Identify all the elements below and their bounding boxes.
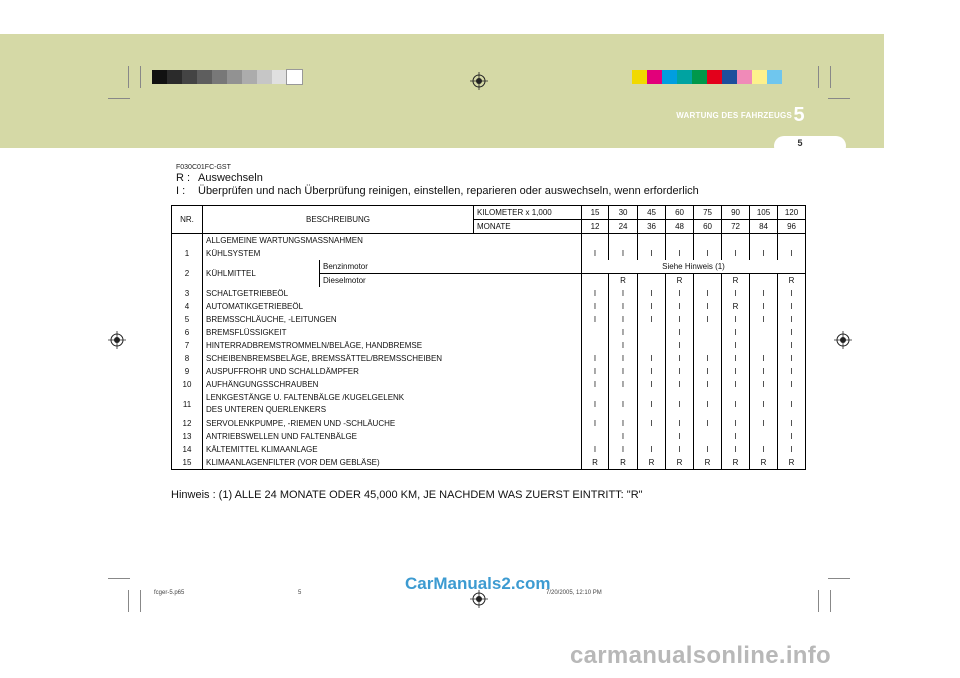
table-row [172, 456, 806, 470]
months-label: MONATE [474, 220, 582, 234]
interval-cell: I [694, 417, 722, 430]
interval-cell [582, 339, 609, 352]
row-description: ANTRIEBSWELLEN UND FALTENBÄLGE [203, 430, 582, 443]
row-description [203, 391, 582, 417]
interval-cell: I [609, 326, 638, 339]
interval-cell [638, 326, 666, 339]
table-row [172, 443, 806, 456]
interval-cell [582, 430, 609, 443]
interval-cell: I [666, 365, 694, 378]
color-swatch [272, 70, 287, 84]
km-label: KILOMETER x 1,000 [474, 206, 582, 220]
color-swatch [692, 70, 707, 84]
coolant-sub-diesel: Dieselmotor [320, 274, 582, 288]
interval-cell: I [666, 326, 694, 339]
interval-cell [750, 430, 778, 443]
row-number: 12 [182, 419, 192, 428]
interval-cell: I [582, 417, 609, 430]
interval-cell: I [666, 417, 694, 430]
interval-cell: I [638, 378, 666, 391]
color-swatch [752, 70, 767, 84]
table-cell [638, 234, 666, 248]
row-description: KÜHLSYSTEM [203, 247, 582, 260]
color-swatch [197, 70, 212, 84]
months-value: 96 [778, 220, 806, 234]
interval-cell: I [750, 365, 778, 378]
interval-cell: I [638, 247, 666, 260]
coolant-sub-gasoline: Benzinmotor [320, 260, 582, 274]
months-value: 84 [750, 220, 778, 234]
color-swatch [212, 70, 227, 84]
interval-cell: I [582, 287, 609, 300]
header-band [0, 34, 884, 148]
table-row [172, 287, 806, 300]
interval-cell: I [609, 300, 638, 313]
interval-cell: I [694, 287, 722, 300]
interval-cell: I [582, 352, 609, 365]
coolant-note: Siehe Hinweis (1) [582, 260, 806, 274]
interval-cell: I [750, 287, 778, 300]
interval-cell: I [778, 430, 806, 443]
table-cell [666, 234, 694, 248]
table-cell [609, 234, 638, 248]
color-swatch [767, 70, 782, 84]
legend-key: I : [176, 185, 186, 197]
interval-cell: R [694, 456, 722, 470]
interval-cell: I [582, 391, 609, 417]
months-value: 36 [638, 220, 666, 234]
months-value: 48 [666, 220, 694, 234]
interval-cell: I [722, 339, 750, 352]
row-description: AUTOMATIKGETRIEBEÖL [203, 300, 582, 313]
interval-cell [694, 326, 722, 339]
interval-cell: R [666, 274, 694, 288]
km-value: 105 [750, 206, 778, 220]
interval-cell [638, 339, 666, 352]
crop-mark [108, 578, 130, 579]
interval-cell: I [694, 378, 722, 391]
interval-cell: I [638, 300, 666, 313]
row-description: SCHEIBENBREMSBELÄGE, BREMSSÄTTEL/BREMSSCHEIBEN [203, 352, 582, 365]
color-swatch [677, 70, 692, 84]
interval-cell: I [778, 365, 806, 378]
registration-mark-icon [834, 331, 852, 349]
table-cell [778, 234, 806, 248]
interval-cell: I [722, 313, 750, 326]
legend-text: Auswechseln [198, 172, 263, 184]
table-cell [582, 234, 609, 248]
interval-cell: I [666, 287, 694, 300]
km-value: 30 [609, 206, 638, 220]
row-description: SCHALTGETRIEBEÖL [203, 287, 582, 300]
color-swatch [242, 70, 257, 84]
table-cell [750, 234, 778, 248]
row-number: 11 [182, 399, 192, 409]
interval-cell: I [638, 287, 666, 300]
interval-cell: I [666, 391, 694, 417]
color-swatch [167, 70, 182, 84]
interval-cell: I [778, 313, 806, 326]
table-cell [694, 234, 722, 248]
table-row [172, 326, 806, 339]
row-number: 4 [184, 302, 190, 311]
crop-mark [128, 590, 129, 612]
row-number: 1 [184, 249, 190, 258]
interval-cell: I [609, 339, 638, 352]
interval-cell: I [694, 300, 722, 313]
row-description: KÜHLMITTEL [203, 260, 320, 287]
interval-cell: I [694, 352, 722, 365]
color-swatch [257, 70, 272, 84]
interval-cell [750, 326, 778, 339]
table-row [172, 430, 806, 443]
interval-cell: I [778, 287, 806, 300]
interval-cell: I [750, 247, 778, 260]
color-swatch [647, 70, 662, 84]
interval-cell: I [609, 417, 638, 430]
months-value: 24 [609, 220, 638, 234]
interval-cell: I [722, 287, 750, 300]
interval-cell: I [778, 417, 806, 430]
interval-cell [694, 339, 722, 352]
interval-cell: I [722, 391, 750, 417]
color-swatch [632, 70, 647, 84]
interval-cell: I [638, 443, 666, 456]
interval-cell: I [722, 326, 750, 339]
interval-cell: R [722, 274, 750, 288]
nr-header: NR. [180, 215, 194, 224]
interval-cell: R [609, 456, 638, 470]
interval-cell: I [722, 365, 750, 378]
row-description: AUSPUFFROHR UND SCHALLDÄMPFER [203, 365, 582, 378]
crop-mark [108, 98, 130, 99]
row-number: 5 [184, 315, 190, 324]
row-number: 8 [184, 354, 190, 363]
color-swatch [662, 70, 677, 84]
interval-cell [694, 274, 722, 288]
interval-cell: I [778, 300, 806, 313]
interval-cell: I [609, 247, 638, 260]
interval-cell: I [722, 378, 750, 391]
interval-cell: I [666, 443, 694, 456]
general-maintenance-heading: ALLGEMEINE WARTUNGSMASSNAHMEN [203, 234, 582, 248]
interval-cell: I [694, 391, 722, 417]
months-value: 12 [582, 220, 609, 234]
crop-mark [818, 66, 819, 88]
interval-cell: I [609, 313, 638, 326]
interval-cell: I [750, 300, 778, 313]
interval-cell: R [638, 456, 666, 470]
interval-cell: I [638, 391, 666, 417]
interval-cell [638, 430, 666, 443]
interval-cell: R [778, 274, 806, 288]
crop-mark [828, 578, 850, 579]
watermark-primary: CarManuals2.com [405, 574, 551, 593]
crop-mark [140, 66, 141, 88]
color-swatch [737, 70, 752, 84]
table-row [172, 391, 806, 417]
row-description: SERVOLENKPUMPE, -RIEMEN UND -SCHLÄUCHE [203, 417, 582, 430]
interval-cell: I [666, 352, 694, 365]
color-swatch [182, 70, 197, 84]
legend-text: Überprüfen und nach Überprüfung reinigen, einstellen, reparieren oder auswechseln, wenn erforderlich [198, 185, 699, 197]
row-description: BREMSFLÜSSIGKEIT [203, 326, 582, 339]
row-number: 9 [184, 367, 190, 376]
km-value: 90 [722, 206, 750, 220]
interval-cell [582, 274, 609, 288]
interval-cell: I [609, 287, 638, 300]
row-description: KLIMAANLAGENFILTER (VOR DEM GEBLÄSE) [203, 456, 582, 470]
table-row [172, 300, 806, 313]
interval-cell: I [609, 391, 638, 417]
table-cell [172, 234, 203, 248]
table-row [172, 352, 806, 365]
crop-mark [128, 66, 129, 88]
interval-cell: I [750, 417, 778, 430]
footer-page: 5 [298, 590, 302, 596]
row-description: HINTERRADBREMSTROMMELN/BELÄGE, HANDBREMSE [203, 339, 582, 352]
interval-cell: I [666, 378, 694, 391]
crop-mark [140, 590, 141, 612]
km-value: 45 [638, 206, 666, 220]
interval-cell: I [582, 365, 609, 378]
interval-cell: I [778, 247, 806, 260]
interval-cell: I [666, 300, 694, 313]
interval-cell: R [582, 456, 609, 470]
row-description: BREMSSCHLÄUCHE, -LEITUNGEN [203, 313, 582, 326]
row-number: 6 [184, 328, 190, 337]
footnote: Hinweis : (1) ALLE 24 MONATE ODER 45,000 KM, JE NACHDEM WAS ZUERST EINTRITT: "R" [171, 489, 643, 501]
row-description: AUFHÄNGUNGSSCHRAUBEN [203, 378, 582, 391]
km-value: 60 [666, 206, 694, 220]
interval-cell: I [750, 443, 778, 456]
interval-cell: I [750, 313, 778, 326]
months-value: 72 [722, 220, 750, 234]
row-description: KÄLTEMITTEL KLIMAANLAGE [203, 443, 582, 456]
interval-cell: I [582, 300, 609, 313]
interval-cell: I [666, 430, 694, 443]
process-color-bar [632, 70, 782, 84]
table-row [172, 378, 806, 391]
interval-cell: I [694, 247, 722, 260]
footer-file: fcger-5.p65 [154, 590, 185, 596]
interval-cell: I [609, 443, 638, 456]
interval-cell: I [638, 352, 666, 365]
interval-cell: I [582, 313, 609, 326]
interval-cell: I [582, 378, 609, 391]
interval-cell: I [609, 378, 638, 391]
row-number: 13 [182, 432, 192, 441]
interval-cell: I [778, 378, 806, 391]
row-number: 2 [184, 269, 190, 278]
interval-cell: I [750, 352, 778, 365]
interval-cell: I [778, 326, 806, 339]
page-number: 5 [797, 138, 803, 148]
interval-cell: R [778, 456, 806, 470]
crop-mark [830, 590, 831, 612]
interval-cell: I [638, 313, 666, 326]
interval-cell: R [609, 274, 638, 288]
interval-cell: I [722, 430, 750, 443]
interval-cell: I [750, 391, 778, 417]
interval-cell: R [722, 300, 750, 313]
interval-cell: I [694, 313, 722, 326]
registration-mark-icon [108, 331, 126, 349]
color-swatch [152, 70, 167, 84]
table-row [172, 313, 806, 326]
km-value: 15 [582, 206, 609, 220]
row-number: 3 [184, 289, 190, 298]
interval-cell: I [666, 339, 694, 352]
chapter-number: 5 [793, 104, 805, 126]
color-swatch [722, 70, 737, 84]
table-cell [722, 234, 750, 248]
interval-cell: I [638, 417, 666, 430]
legend-i [176, 185, 699, 197]
interval-cell [694, 430, 722, 443]
row-number: 10 [182, 380, 192, 389]
legend-r [176, 172, 263, 184]
interval-cell [582, 326, 609, 339]
table-row [172, 247, 806, 260]
interval-cell: I [609, 365, 638, 378]
interval-cell: I [778, 443, 806, 456]
interval-cell: I [582, 247, 609, 260]
row-number: 14 [182, 445, 192, 454]
color-swatch [707, 70, 722, 84]
interval-cell [750, 274, 778, 288]
interval-cell: R [666, 456, 694, 470]
months-value: 60 [694, 220, 722, 234]
crop-mark [830, 66, 831, 88]
table-row [172, 365, 806, 378]
interval-cell: I [666, 313, 694, 326]
row-number: 7 [184, 341, 190, 350]
interval-cell: I [722, 247, 750, 260]
row-description-line: LENKGESTÄNGE U. FALTENBÄLGE /KUGELGELENK [206, 393, 405, 402]
table-row [172, 417, 806, 430]
interval-cell: I [778, 339, 806, 352]
interval-cell: I [778, 352, 806, 365]
interval-cell: I [722, 443, 750, 456]
table-row [172, 339, 806, 352]
registration-mark-icon [470, 72, 488, 90]
interval-cell: I [722, 417, 750, 430]
km-value: 120 [778, 206, 806, 220]
km-value: 75 [694, 206, 722, 220]
interval-cell: I [750, 378, 778, 391]
interval-cell: I [666, 247, 694, 260]
interval-cell: I [694, 443, 722, 456]
interval-cell [638, 274, 666, 288]
maintenance-schedule-table [171, 205, 806, 470]
interval-cell: I [638, 365, 666, 378]
interval-cell: I [778, 391, 806, 417]
legend-key: R : [176, 172, 191, 184]
color-swatch [287, 70, 302, 84]
color-swatch [227, 70, 242, 84]
interval-cell: I [694, 365, 722, 378]
grayscale-color-bar [152, 70, 302, 84]
row-number: 15 [182, 458, 192, 467]
crop-mark [828, 98, 850, 99]
interval-cell: I [609, 430, 638, 443]
interval-cell [750, 339, 778, 352]
chapter-title: WARTUNG DES FAHRZEUGS [676, 111, 792, 120]
description-header: BESCHREIBUNG [203, 206, 474, 234]
interval-cell: R [722, 456, 750, 470]
crop-mark [818, 590, 819, 612]
interval-cell: I [582, 443, 609, 456]
row-description-line: DES UNTEREN QUERLENKERS [206, 405, 327, 414]
interval-cell: R [750, 456, 778, 470]
watermark-secondary: carmanualsonline.info [570, 642, 832, 669]
interval-cell: I [722, 352, 750, 365]
doc-code: F030C01FC-GST [176, 164, 231, 171]
footer-timestamp: 7/20/2005, 12:10 PM [546, 590, 602, 596]
interval-cell: I [609, 352, 638, 365]
